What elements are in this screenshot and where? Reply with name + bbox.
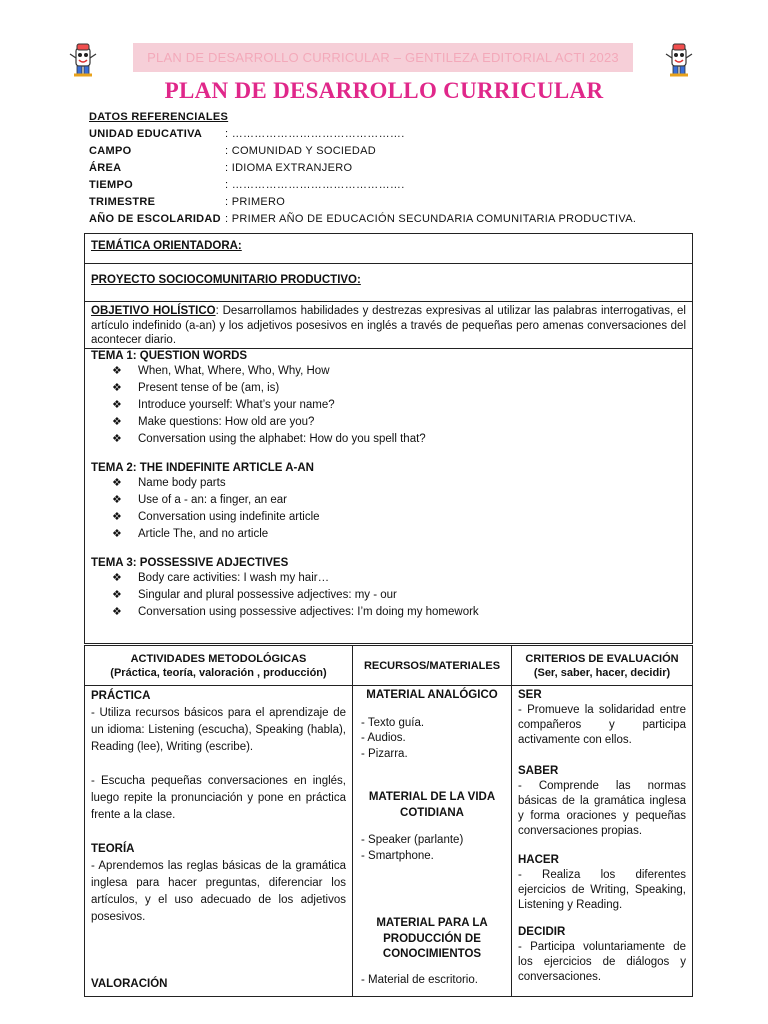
diamond-bullet-icon: ❖ (112, 416, 122, 428)
datos-value: : ………………………………………. (225, 127, 405, 140)
hacer-text: - Realiza los diferentes ejercicios de Writing, Speaking, Listening y Reading. (518, 869, 686, 911)
datos-label: TRIMESTRE (89, 195, 156, 208)
saber-text: - Comprende las normas básicas de la gramática inglesa y forma oraciones y pequeñas conversaciones propias. (518, 780, 686, 837)
material-item: - Speaker (parlante) (361, 834, 464, 846)
datos-value: : COMUNIDAD Y SOCIEDAD (225, 144, 377, 157)
datos-row (89, 125, 636, 142)
practica-text: - Utiliza recursos básicos para el aprendizaje de un idioma: Listening (escucha), Speaking (habla), Reading (lee), Writing (escribe). (91, 707, 346, 753)
datos-row (89, 159, 636, 176)
diamond-bullet-icon: ❖ (112, 511, 122, 523)
diamond-bullet-icon: ❖ (112, 606, 122, 618)
diamond-bullet-icon: ❖ (112, 477, 122, 489)
diamond-bullet-icon: ❖ (112, 589, 122, 601)
column-header: CRITERIOS DE EVALUACIÓN (Ser, saber, hacer, decidir) (512, 646, 692, 686)
list-item (112, 569, 686, 586)
column-header: ACTIVIDADES METODOLÓGICAS (Práctica, teoría, valoración , producción) (85, 646, 352, 686)
ser-text: - Promueve la solidaridad entre compañeros y participa activamente con ellos. (518, 704, 686, 746)
material-heading: MATERIAL PARA LA PRODUCCIÓN DE CONOCIMIENTOS (376, 917, 488, 960)
datos-label: TIEMPO (89, 178, 133, 191)
diamond-bullet-icon: ❖ (112, 365, 122, 377)
tema-title: TEMA 1: QUESTION WORDS (91, 350, 248, 362)
list-item-text: Present tense of be (am, is) (138, 381, 280, 394)
list-item (112, 603, 686, 620)
list-item (112, 586, 686, 603)
datos-row (89, 193, 636, 210)
list-item (112, 379, 686, 396)
pencil-mascot-icon (664, 42, 694, 78)
datos-value: : ………………………………………. (225, 178, 405, 191)
column-header: RECURSOS/MATERIALES (353, 646, 511, 686)
datos-value: : PRIMER AÑO DE EDUCACIÓN SECUNDARIA COMUNITARIA PRODUCTIVA. (225, 212, 637, 225)
list-item (112, 491, 686, 508)
datos-label: AÑO DE ESCOLARIDAD (89, 212, 221, 225)
datos-label: UNIDAD EDUCATIVA (89, 127, 203, 140)
diamond-bullet-icon: ❖ (112, 494, 122, 506)
objetivo-text: : Desarrollamos habilidades y destrezas expresivas al utilizar las palabras interrogativas, el artículo indefinido (a-an) y los adjetivos posesivos en inglés a través de pequeñas pero amenas conversaciones del acontecer diario. (91, 305, 686, 346)
tema-title: TEMA 3: POSSESSIVE ADJECTIVES (91, 557, 289, 569)
list-item (112, 413, 686, 430)
page-title: PLAN DE DESARROLLO CURRICULAR (164, 78, 604, 103)
datos-value: : IDIOMA EXTRANJERO (225, 161, 353, 174)
objetivo-label: OBJETIVO HOLÍSTICO (91, 305, 216, 317)
decidir-text: - Participa voluntariamente de los ejercicios de diálogos y conversaciones. (518, 941, 686, 983)
ser-heading: SER (518, 689, 542, 701)
material-item: - Pizarra. (361, 747, 408, 760)
list-item-text: Conversation using indefinite article (138, 510, 320, 523)
list-item-text: Introduce yourself: What’s your name? (138, 398, 335, 411)
material-heading: MATERIAL DE LA VIDA COTIDIANA (368, 791, 496, 819)
list-item-text: Name body parts (138, 476, 226, 489)
decidir-heading: DECIDIR (518, 926, 566, 938)
list-item-text: Make questions: How old are you? (138, 415, 315, 428)
list-item-text: Conversation using possessive adjectives: I’m doing my homework (138, 605, 479, 618)
pencil-mascot-icon (68, 42, 98, 78)
list-item (112, 474, 686, 491)
material-item: - Material de escritorio. (361, 973, 478, 986)
planning-header-table (84, 233, 693, 349)
datos-label: CAMPO (89, 144, 132, 157)
datos-label: ÁREA (89, 161, 122, 174)
proyecto-label: PROYECTO SOCIOCOMUNITARIO PRODUCTIVO: (91, 274, 361, 286)
teoria-heading: TEORÍA (91, 843, 135, 855)
list-item-text: Body care activities: I wash my hair… (138, 571, 330, 584)
hacer-heading: HACER (518, 854, 559, 866)
datos-heading: DATOS REFERENCIALES (89, 111, 229, 123)
diamond-bullet-icon: ❖ (112, 433, 122, 445)
tematica-label: TEMÁTICA ORIENTADORA: (91, 240, 242, 252)
diamond-bullet-icon: ❖ (112, 399, 122, 411)
material-heading: MATERIAL ANALÓGICO (366, 689, 498, 701)
temas-section (84, 348, 693, 644)
list-item-text: When, What, Where, Who, Why, How (138, 364, 330, 377)
activities-table (84, 645, 693, 997)
teoria-text: - Aprendemos las reglas básicas de la gramática inglesa para hacer preguntas, diferenciar los artículos, y el uso adecuado de los adjetivos posesivos. (91, 860, 346, 923)
list-item (112, 362, 686, 379)
datos-referenciales (89, 111, 636, 227)
material-item: - Audios. (361, 732, 406, 744)
diamond-bullet-icon: ❖ (112, 382, 122, 394)
list-item (112, 430, 686, 447)
list-item-text: Use of a - an: a finger, an ear (138, 493, 287, 506)
criterios-column (512, 646, 692, 996)
saber-heading: SABER (518, 765, 559, 777)
header-banner: PLAN DE DESARROLLO CURRICULAR – GENTILEZA EDITORIAL ACTI 2023 (133, 43, 633, 72)
datos-row (89, 142, 636, 159)
tema-title: TEMA 2: THE INDEFINITE ARTICLE A-AN (91, 462, 314, 474)
datos-row (89, 176, 636, 193)
practica-text: - Escucha pequeñas conversaciones en inglés, luego repite la pronunciación y pone en práctica frente a la clase. (91, 775, 346, 821)
datos-row (89, 210, 636, 227)
list-item-text: Conversation using the alphabet: How do you spell that? (138, 432, 426, 445)
list-item-text: Singular and plural possessive adjectives: my - our (138, 588, 397, 601)
objetivo-holistico (85, 302, 692, 350)
valoracion-heading: VALORACIÓN (91, 978, 168, 990)
list-item-text: Article The, and no article (138, 527, 269, 540)
list-item (112, 508, 686, 525)
diamond-bullet-icon: ❖ (112, 528, 122, 540)
material-item: - Texto guía. (361, 716, 425, 729)
recursos-column (353, 646, 512, 996)
datos-value: : PRIMERO (225, 195, 286, 208)
diamond-bullet-icon: ❖ (112, 572, 122, 584)
practica-heading: PRÁCTICA (91, 690, 151, 702)
actividades-column (85, 646, 353, 996)
list-item (112, 525, 686, 542)
material-item: - Smartphone. (361, 849, 434, 862)
list-item (112, 396, 686, 413)
